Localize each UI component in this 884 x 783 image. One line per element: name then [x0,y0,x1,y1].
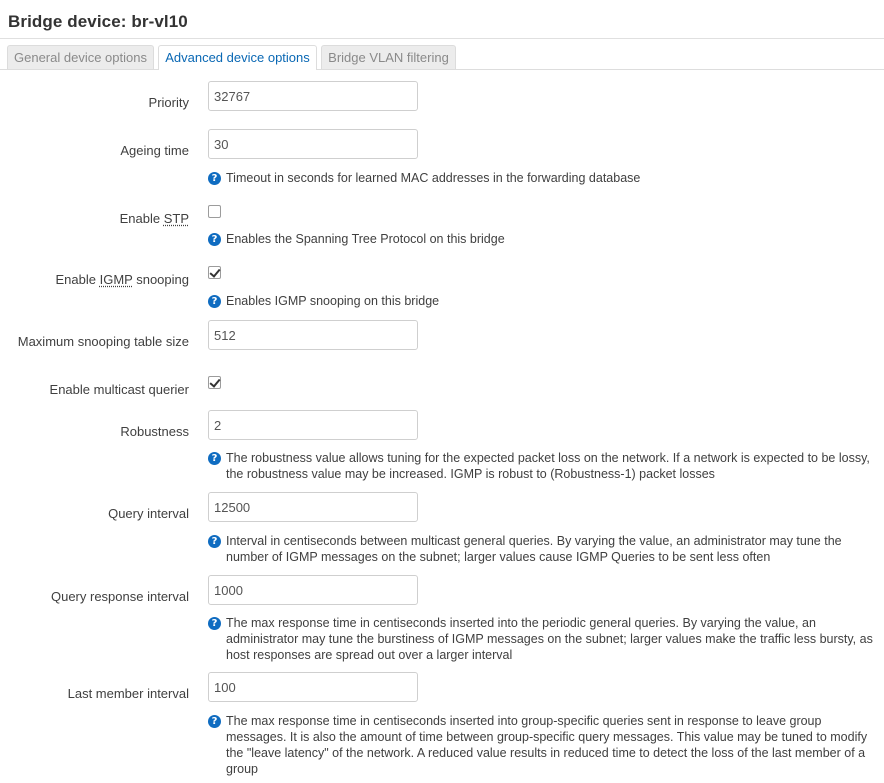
enable-igmp-snooping-label [56,272,189,288]
tab-bar [0,45,884,70]
help-icon: ? [208,617,221,630]
help-icon: ? [208,295,221,308]
multicast-querier-label: Enable multicast querier [49,382,189,397]
enable-igmp-label-suffix: snooping [132,272,189,287]
tab-general-device-options[interactable]: General device options [7,45,154,69]
query-interval-label: Query interval [108,506,189,521]
tabs-divider [0,69,884,70]
last-member-interval-label: Last member interval [67,686,189,701]
max-snooping-table-label: Maximum snooping table size [17,334,189,349]
robustness-input[interactable] [208,410,418,440]
stp-abbr: STP [163,211,189,226]
multicast-querier-checkbox[interactable] [208,376,221,389]
last-member-interval-help-text: The max response time in centiseconds inserted into group-specific queries sent in response to leave group messages. It is also the amount of time between group-specific query messages. This value may be tuned to modify the "leave latency" of the network. A reduced value results in reduced time to detect the loss of the last member of a group [226,714,868,776]
enable-stp-label-prefix: Enable [119,211,164,226]
robustness-label: Robustness [120,424,189,439]
priority-input[interactable] [208,81,418,111]
enable-igmp-snooping-help-text: Enables IGMP snooping on this bridge [226,294,440,308]
igmp-abbr: IGMP [99,272,133,287]
help-icon: ? [208,172,221,185]
help-icon: ? [208,535,221,548]
tab-advanced-device-options[interactable]: Advanced device options [158,45,317,70]
title-divider [0,38,884,39]
query-interval-help-text: Interval in centiseconds between multicast general queries. By varying the value, an administrator may tune the number of IGMP messages on the subnet; larger values cause IGMP Queries to be sent less often [226,534,842,564]
help-icon: ? [208,715,221,728]
query-response-interval-label: Query response interval [50,589,189,604]
query-interval-input[interactable] [208,492,418,522]
help-icon: ? [208,233,221,246]
enable-stp-label [120,211,189,227]
enable-igmp-label-prefix: Enable [55,272,100,287]
ageing-time-label: Ageing time [120,143,189,158]
last-member-interval-input[interactable] [208,672,418,702]
enable-igmp-snooping-checkbox[interactable] [208,266,221,279]
help-icon: ? [208,452,221,465]
tab-bridge-vlan-filtering[interactable]: Bridge VLAN filtering [321,45,456,69]
priority-label: Priority [148,95,189,110]
enable-stp-checkbox[interactable] [208,205,221,218]
query-response-interval-input[interactable] [208,575,418,605]
page-title: Bridge device: br-vl10 [8,12,188,31]
query-response-interval-help-text: The max response time in centiseconds inserted into the periodic general queries. By varying the value, an administrator may tune the burstiness of IGMP messages on the subnet; larger values make the traffic less bursty, as host responses are spread out over a larger interval [226,616,873,662]
enable-stp-help-text: Enables the Spanning Tree Protocol on this bridge [226,232,505,246]
ageing-time-input[interactable] [208,129,418,159]
ageing-time-help-text: Timeout in seconds for learned MAC addresses in the forwarding database [226,171,641,185]
max-snooping-table-input[interactable] [208,320,418,350]
robustness-help-text: The robustness value allows tuning for the expected packet loss on the network. If a network is expected to be lossy, the robustness value may be increased. IGMP is robust to (Robustness-1) packet losses [226,451,870,481]
